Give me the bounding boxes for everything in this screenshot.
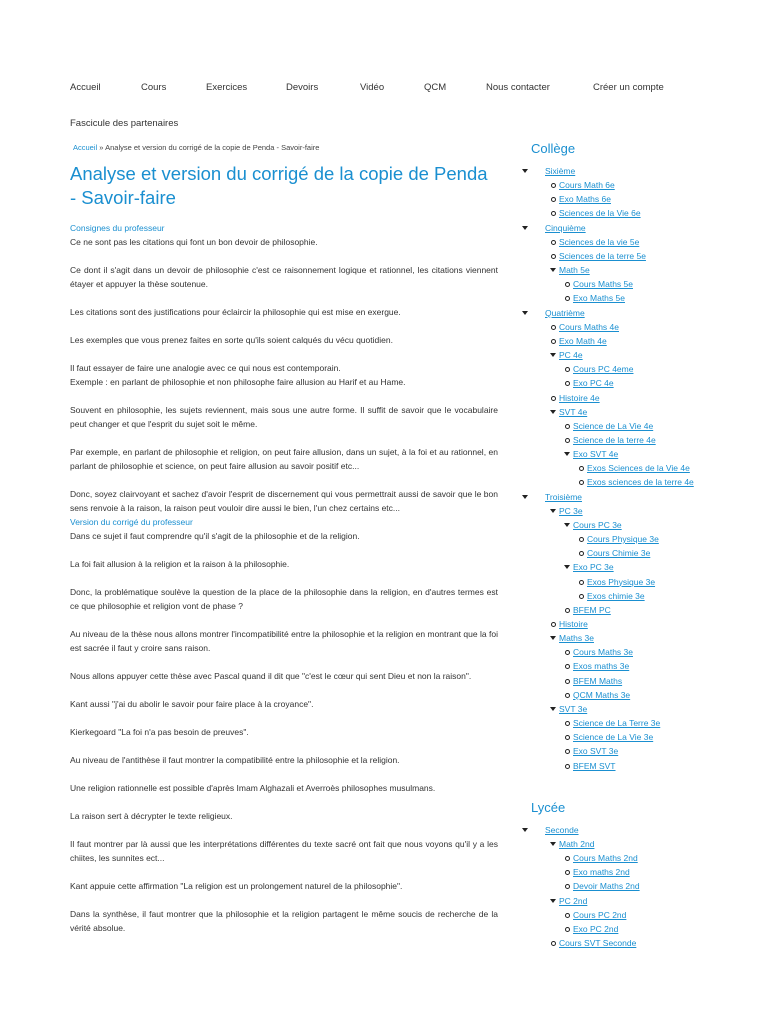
circle-bullet-icon (565, 679, 570, 684)
sidebar-link[interactable]: Science de La Terre 3e (573, 718, 661, 729)
sidebar-link[interactable]: Cours Maths 2nd (573, 853, 638, 864)
sidebar-link[interactable]: Science de La Vie 4e (573, 420, 654, 431)
caret-down-icon[interactable] (522, 169, 528, 173)
caret-down-icon[interactable] (522, 311, 528, 315)
sidebar-item-exo-svt-4e (573, 447, 711, 489)
sidebar-link[interactable]: Science de la terre 4e (573, 434, 656, 445)
paragraph: Dans ce sujet il faut comprendre qu'il s'agit de la philosophie et de la religion. (70, 531, 360, 541)
circle-bullet-icon (565, 884, 570, 889)
sidebar-subtree (559, 362, 711, 390)
caret-down-icon[interactable] (522, 495, 528, 499)
sidebar-link[interactable]: Science de La Vie 3e (573, 732, 654, 743)
caret-down-icon[interactable] (550, 268, 556, 272)
circle-bullet-icon (565, 438, 570, 443)
sidebar-link[interactable]: Cours PC 4eme (573, 364, 634, 375)
caret-down-icon[interactable] (564, 565, 570, 569)
sidebar-subtree (573, 532, 711, 560)
sidebar-link[interactable]: Exo Maths 6e (559, 194, 611, 205)
sidebar-item-cours-maths-3e (573, 645, 711, 659)
sidebar-subtree (559, 716, 711, 773)
sidebar-link[interactable]: PC 4e (559, 350, 583, 361)
sidebar-link[interactable]: Seconde (545, 824, 579, 835)
sidebar-link[interactable]: Maths 3e (559, 633, 594, 644)
paragraph: Au niveau de l'antithèse il faut montrer la compatibilité entre la philosophie et la religion. (70, 755, 400, 765)
breadcrumb-home[interactable]: Accueil (73, 143, 98, 152)
sidebar-link[interactable]: BFEM PC (573, 604, 611, 615)
sidebar-item-exo-math-4e (559, 334, 711, 348)
sidebar-item-science-de-la-vie-3e (573, 730, 711, 744)
circle-bullet-icon (565, 870, 570, 875)
sidebar-link[interactable]: Cours Math 6e (559, 180, 615, 191)
sidebar-link[interactable]: Cours PC 2nd (573, 909, 627, 920)
sidebar-item-exo-pc-4e (573, 376, 711, 390)
circle-bullet-icon (565, 856, 570, 861)
sidebar-link[interactable]: Exo PC 3e (573, 562, 614, 573)
caret-down-icon[interactable] (564, 523, 570, 527)
sidebar-link[interactable]: Exos sciences de la terre 4e (587, 477, 694, 488)
circle-bullet-icon (565, 927, 570, 932)
circle-bullet-icon (565, 749, 570, 754)
caret-down-icon[interactable] (550, 707, 556, 711)
sidebar-item-sciences-de-la-vie-5e (559, 235, 711, 249)
sidebar-subtree (545, 504, 711, 773)
sidebar-link[interactable]: Histoire 4e (559, 392, 600, 403)
sidebar-link[interactable]: Exos chimie 3e (587, 590, 645, 601)
sidebar-item-exos-maths-3e (573, 659, 711, 673)
sidebar-link[interactable]: BFEM SVT (573, 760, 616, 771)
circle-bullet-icon (565, 296, 570, 301)
sidebar-item-cours-pc-3e (573, 518, 711, 560)
caret-down-icon[interactable] (522, 226, 528, 230)
sidebar-item-science-de-la-terre-4e (573, 433, 711, 447)
sidebar-link[interactable]: Exo Math 4e (559, 335, 607, 346)
paragraph: Dans la synthèse, il faut montrer que la philosophie et la religion partagent le même soucis de recherche de la vérité absolue. (70, 909, 498, 933)
sidebar-item-bfem-maths (573, 674, 711, 688)
sidebar-link[interactable]: Cours PC 3e (573, 519, 622, 530)
circle-bullet-icon (565, 735, 570, 740)
sidebar-link[interactable]: Sixième (545, 166, 576, 176)
circle-bullet-icon (579, 480, 584, 485)
sidebar-link[interactable]: BFEM Maths (573, 675, 623, 686)
paragraph: Nous allons appuyer cette thèse avec Pascal quand il dit que "c'est le cœur qui sent Dieu et non la raison". (70, 671, 472, 681)
sidebar-item-histoire-4e (559, 391, 711, 405)
sidebar-item-exo-pc-2nd (573, 922, 711, 936)
sidebar-item-sixieme (531, 164, 711, 221)
sidebar-link[interactable]: SVT 4e (559, 406, 588, 417)
paragraph: Donc, la problématique soulève la question de la place de la philosophie dans la religion, en d'autres termes est ce que philosophie et religion vont de phase ? (70, 587, 498, 611)
paragraph: Ce ne sont pas les citations qui font un bon devoir de philosophie. (70, 237, 318, 247)
sidebar-item-pc-2nd (559, 894, 711, 936)
sidebar-item-exos-chimie-3e (587, 589, 711, 603)
sidebar-link[interactable]: Exo PC 4e (573, 378, 614, 389)
paragraph: Exemple : en parlant de philosophie et non philosophe faire allusion au Harif et au Hame. (70, 377, 406, 387)
sidebar-subtree (573, 461, 711, 489)
nav-cours[interactable]: Cours (141, 82, 167, 93)
circle-bullet-icon (579, 551, 584, 556)
circle-bullet-icon (551, 183, 556, 188)
paragraph: Kant appuie cette affirmation "La religion est un prolongement naturel de la philosophie". (70, 881, 403, 891)
sidebar-subtree (545, 235, 711, 306)
circle-bullet-icon (551, 396, 556, 401)
circle-bullet-icon (565, 721, 570, 726)
sidebar-subtree (545, 837, 711, 950)
sidebar-item-cours-physique-3e (587, 532, 711, 546)
sidebar-item-cinquieme (531, 221, 711, 306)
partners-link[interactable]: Fascicule des partenaires (70, 118, 179, 129)
sidebar-subtree (545, 178, 711, 220)
paragraph: Il faut montrer par là aussi que les interprétations différentes du texte sacré ont fait que nous voyons qu'il y a les chiites, les sunnites ect... (70, 839, 498, 863)
sidebar-link[interactable]: Sciences de la vie 5e (559, 236, 640, 247)
sidebar-link[interactable]: Exo maths 2nd (573, 867, 630, 878)
sidebar-item-bfem-svt (573, 759, 711, 773)
sidebar-item-exos-sciences-de-la-terre-4e (587, 475, 711, 489)
sidebar-link[interactable]: QCM Maths 3e (573, 689, 631, 700)
sidebar-item-exo-maths-2nd (573, 865, 711, 879)
sidebar-link[interactable]: Histoire (559, 619, 588, 629)
nav-video[interactable]: Vidéo (360, 82, 385, 93)
caret-down-icon[interactable] (522, 828, 528, 832)
paragraph: Ce dont il s'agit dans un devoir de philosophie c'est ce raisonnement logique et rationnel, les citations viennent étayer et appuyer la thèse soutenue. (70, 265, 498, 289)
sidebar-link[interactable]: Exo SVT 3e (573, 746, 619, 757)
sidebar-item-pc-3e (559, 504, 711, 617)
circle-bullet-icon (565, 693, 570, 698)
nav-exercices[interactable]: Exercices (206, 82, 248, 93)
sidebar-item-exo-pc-3e (573, 560, 711, 602)
sidebar-link[interactable]: Cours Physique 3e (587, 534, 659, 545)
sidebar-item-cours-math-6e (559, 178, 711, 192)
sidebar-item-quatrieme (531, 306, 711, 490)
sidebar-item-qcm-maths-3e (573, 688, 711, 702)
nav-devoirs[interactable]: Devoirs (286, 82, 319, 93)
sidebar-item-exos-physique-3e (587, 575, 711, 589)
caret-down-icon[interactable] (564, 452, 570, 456)
circle-bullet-icon (565, 282, 570, 287)
sidebar-item-cours-maths-5e (573, 277, 711, 291)
breadcrumb-current: Analyse et version du corrigé de la copie de Penda - Savoir-faire (105, 143, 320, 152)
breadcrumb (73, 142, 498, 156)
top-nav (70, 82, 710, 96)
sidebar-link[interactable]: Exos Sciences de la Vie 4e (587, 463, 690, 474)
caret-down-icon[interactable] (550, 353, 556, 357)
sidebar-link[interactable]: SVT 3e (559, 703, 588, 714)
circle-bullet-icon (579, 594, 584, 599)
circle-bullet-icon (551, 240, 556, 245)
sidebar-item-cours-svt-seconde (559, 936, 711, 950)
caret-down-icon[interactable] (550, 636, 556, 640)
sidebar-subtree (559, 419, 711, 490)
sidebar-subtree (559, 518, 711, 617)
paragraph: Kierkegoard "La foi n'a pas besoin de preuves". (70, 727, 249, 737)
circle-bullet-icon (551, 254, 556, 259)
sidebar-link[interactable]: Math 2nd (559, 838, 595, 849)
paragraph: La raison sert à décrypter le texte religieux. (70, 811, 233, 821)
circle-bullet-icon (579, 537, 584, 542)
paragraph: Il faut essayer de faire une analogie avec ce qui nous est contemporain. (70, 363, 341, 373)
sidebar-subtree (559, 851, 711, 893)
sidebar-link[interactable]: Math 5e (559, 265, 590, 276)
sidebar-link[interactable]: Exo SVT 4e (573, 449, 619, 460)
sidebar-item-svt-3e (559, 702, 711, 773)
sidebar-link[interactable]: Cours Maths 4e (559, 321, 619, 332)
circle-bullet-icon (565, 913, 570, 918)
circle-bullet-icon (551, 211, 556, 216)
section-consignes (70, 235, 498, 515)
sidebar-item-bfem-pc (573, 603, 711, 617)
nav-creer-un-compte[interactable]: Créer un compte (593, 82, 664, 93)
circle-bullet-icon (551, 325, 556, 330)
circle-bullet-icon (579, 466, 584, 471)
circle-bullet-icon (579, 580, 584, 585)
sidebar-link[interactable]: Quatrième (545, 307, 585, 318)
page-title: Analyse et version du corrigé de la copie de Penda - Savoir-faire (70, 163, 488, 208)
sidebar-subtree (573, 575, 711, 603)
circle-bullet-icon (551, 197, 556, 202)
paragraph: Les exemples que vous prenez faites en sorte qu'ils soient calqués du vécu quotidien. (70, 335, 393, 345)
sidebar-item-exo-svt-3e (573, 744, 711, 758)
sidebar-item-science-de-la-vie-4e (573, 419, 711, 433)
section-heading-version: Version du corrigé du professeur (70, 517, 193, 527)
circle-bullet-icon (565, 381, 570, 386)
sidebar-item-cours-pc-2nd (573, 908, 711, 922)
sidebar-item-math-2nd (559, 837, 711, 894)
sidebar-link[interactable]: Cours SVT Seconde (559, 937, 637, 948)
paragraph: La foi fait allusion à la religion et la raison à la philosophie. (70, 559, 290, 569)
sidebar-item-maths-3e (559, 631, 711, 702)
sidebar-subtree (559, 645, 711, 702)
paragraph: Les citations sont des justifications pour éclaircir la philosophie qui est mise en exergue. (70, 307, 401, 317)
sidebar-item-cours-maths-2nd (573, 851, 711, 865)
sidebar-link[interactable]: Cinquième (545, 222, 586, 233)
caret-down-icon[interactable] (550, 842, 556, 846)
nav-accueil[interactable]: Accueil (70, 82, 101, 93)
circle-bullet-icon (565, 367, 570, 372)
paragraph: Au niveau de la thèse nous allons montrer l'incompatibilité entre la philosophie et la religion en montrant que la foi est sacrée il faut y croire sans raison. (70, 629, 498, 653)
sidebar-item-exo-maths-6e (559, 192, 711, 206)
caret-down-icon[interactable] (550, 509, 556, 513)
sidebar-item-science-de-la-terre-3e (573, 716, 711, 730)
article (70, 142, 498, 935)
paragraph: Kant aussi "j'ai du abolir le savoir pour faire place à la croyance". (70, 699, 314, 709)
sidebar-item-sciences-de-la-vie-6e (559, 206, 711, 220)
caret-down-icon[interactable] (550, 899, 556, 903)
sidebar-link[interactable]: Exo Maths 5e (573, 293, 625, 304)
sidebar-subtree (545, 320, 711, 490)
sidebar-item-cours-maths-4e (559, 320, 711, 334)
nav-qcm[interactable]: QCM (424, 82, 447, 93)
circle-bullet-icon (565, 608, 570, 613)
nav-nous-contacter[interactable]: Nous contacter (486, 82, 550, 93)
paragraph: Par exemple, en parlant de philosophie et religion, on peut faire allusion, dans un sujet, à la foi et au rationnel, en parlant de philosophie et science, on peut faire allusion au savoir positif etc... (70, 447, 498, 471)
circle-bullet-icon (551, 339, 556, 344)
circle-bullet-icon (565, 764, 570, 769)
sidebar-subtree (559, 277, 711, 305)
section-version (70, 529, 498, 935)
lycee-tree (531, 823, 711, 950)
sidebar-heading-college: Collège (531, 141, 576, 156)
sidebar-link[interactable]: Sciences de la Vie 6e (559, 208, 641, 219)
sidebar (531, 140, 711, 950)
sidebar-link[interactable]: Exos maths 3e (573, 661, 630, 672)
sidebar-heading-lycee: Lycée (531, 799, 566, 815)
sidebar-link[interactable]: PC 2nd (559, 895, 588, 906)
section-heading-consignes: Consignes du professeur (70, 223, 165, 233)
sidebar-item-sciences-de-la-terre-5e (559, 249, 711, 263)
sidebar-link[interactable]: PC 3e (559, 505, 583, 516)
sidebar-item-pc-4e (559, 348, 711, 390)
circle-bullet-icon (565, 650, 570, 655)
sidebar-link[interactable]: Sciences de la terre 5e (559, 250, 646, 261)
sidebar-link[interactable]: Exos Physique 3e (587, 576, 656, 587)
sidebar-link[interactable]: Cours Maths 5e (573, 279, 633, 290)
sidebar-item-cours-pc-4eme (573, 362, 711, 376)
sidebar-link[interactable]: Cours Chimie 3e (587, 548, 651, 559)
sidebar-item-troisieme (531, 490, 711, 773)
sidebar-link[interactable]: Exo PC 2nd (573, 923, 619, 934)
sidebar-link[interactable]: Devoir Maths 2nd (573, 881, 640, 892)
sidebar-item-seconde (531, 823, 711, 950)
sidebar-item-exo-maths-5e (573, 291, 711, 305)
sidebar-subtree (559, 908, 711, 936)
paragraph: Souvent en philosophie, les sujets reviennent, mais sous une autre forme. Il suffit de savoir que le vocabulaire peut changer et que l'esprit du sujet soit le même. (70, 405, 498, 429)
sidebar-link[interactable]: Cours Maths 3e (573, 647, 633, 658)
sidebar-item-cours-chimie-3e (587, 546, 711, 560)
circle-bullet-icon (565, 424, 570, 429)
paragraph: Une religion rationnelle est possible d'après Imam Alghazali et Averroès philosophes musulmans. (70, 783, 436, 793)
sidebar-item-devoir-maths-2nd (573, 879, 711, 893)
sidebar-item-svt-4e (559, 405, 711, 490)
college-tree (531, 164, 711, 773)
circle-bullet-icon (551, 941, 556, 946)
sidebar-item-exos-sciences-de-la-vie-4e (587, 461, 711, 475)
circle-bullet-icon (551, 622, 556, 627)
caret-down-icon[interactable] (550, 410, 556, 414)
circle-bullet-icon (565, 664, 570, 669)
sidebar-item-histoire (559, 617, 711, 631)
paragraph: Donc, soyez clairvoyant et sachez d'avoir l'esprit de discernement qui vous permettrait aussi de savoir que le bon sens renvoie à la raison, la raison peut vouloir dire aussi le bien, l'un chez certains etc... (70, 489, 498, 513)
sidebar-item-math-5e (559, 263, 711, 305)
sidebar-link[interactable]: Troisième (545, 491, 582, 502)
breadcrumb-separator: » (97, 143, 106, 152)
